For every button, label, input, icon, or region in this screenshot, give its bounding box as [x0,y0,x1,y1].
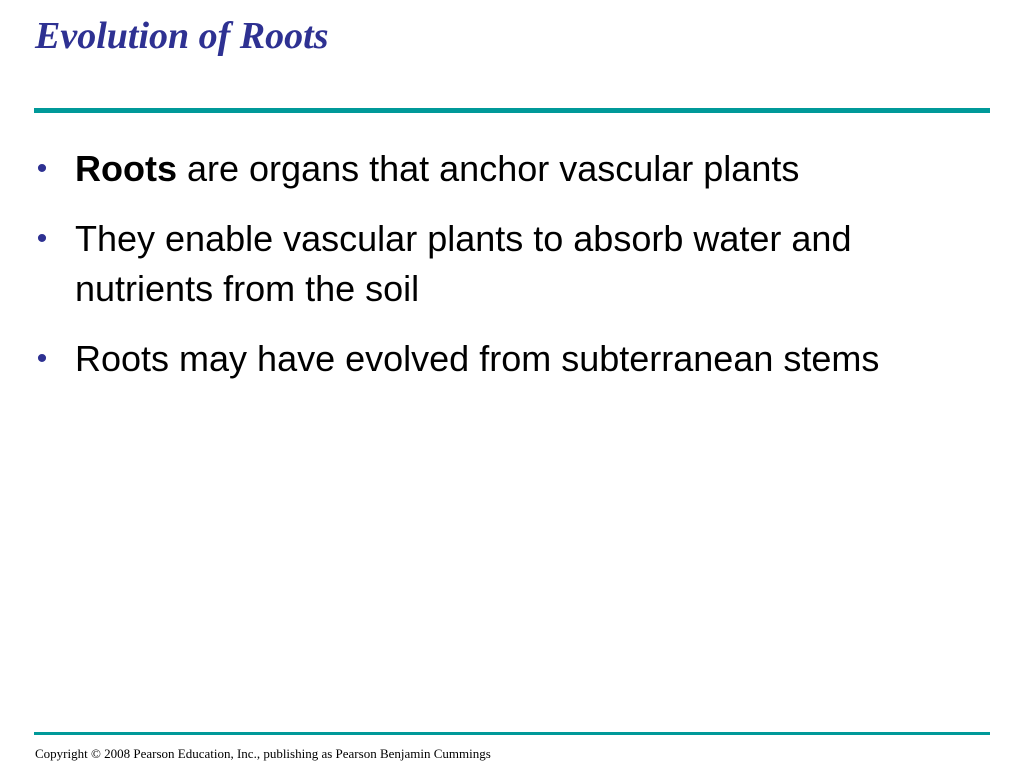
bullet-term: Roots [75,148,177,189]
footer-divider [34,732,990,735]
title-divider [34,108,990,113]
copyright-footer: Copyright © 2008 Pearson Education, Inc., publishing as Pearson Benjamin Cummings [35,746,491,761]
bullet-item-absorb [32,214,972,314]
bullet-marker-icon: • [36,342,48,375]
bullet-marker-icon: • [36,152,48,185]
slide-title: Evolution of Roots [35,15,329,57]
bullet-item-roots [32,144,972,194]
bullet-item-evolved [32,334,972,384]
bullet-list [32,144,972,404]
bullet-marker-icon: • [36,222,48,255]
bullet-text: Roots may have evolved from subterranean stems [75,338,880,379]
bullet-text: are organs that anchor vascular plants [177,148,800,189]
bullet-text: They enable vascular plants to absorb water and nutrients from the soil [75,218,852,309]
